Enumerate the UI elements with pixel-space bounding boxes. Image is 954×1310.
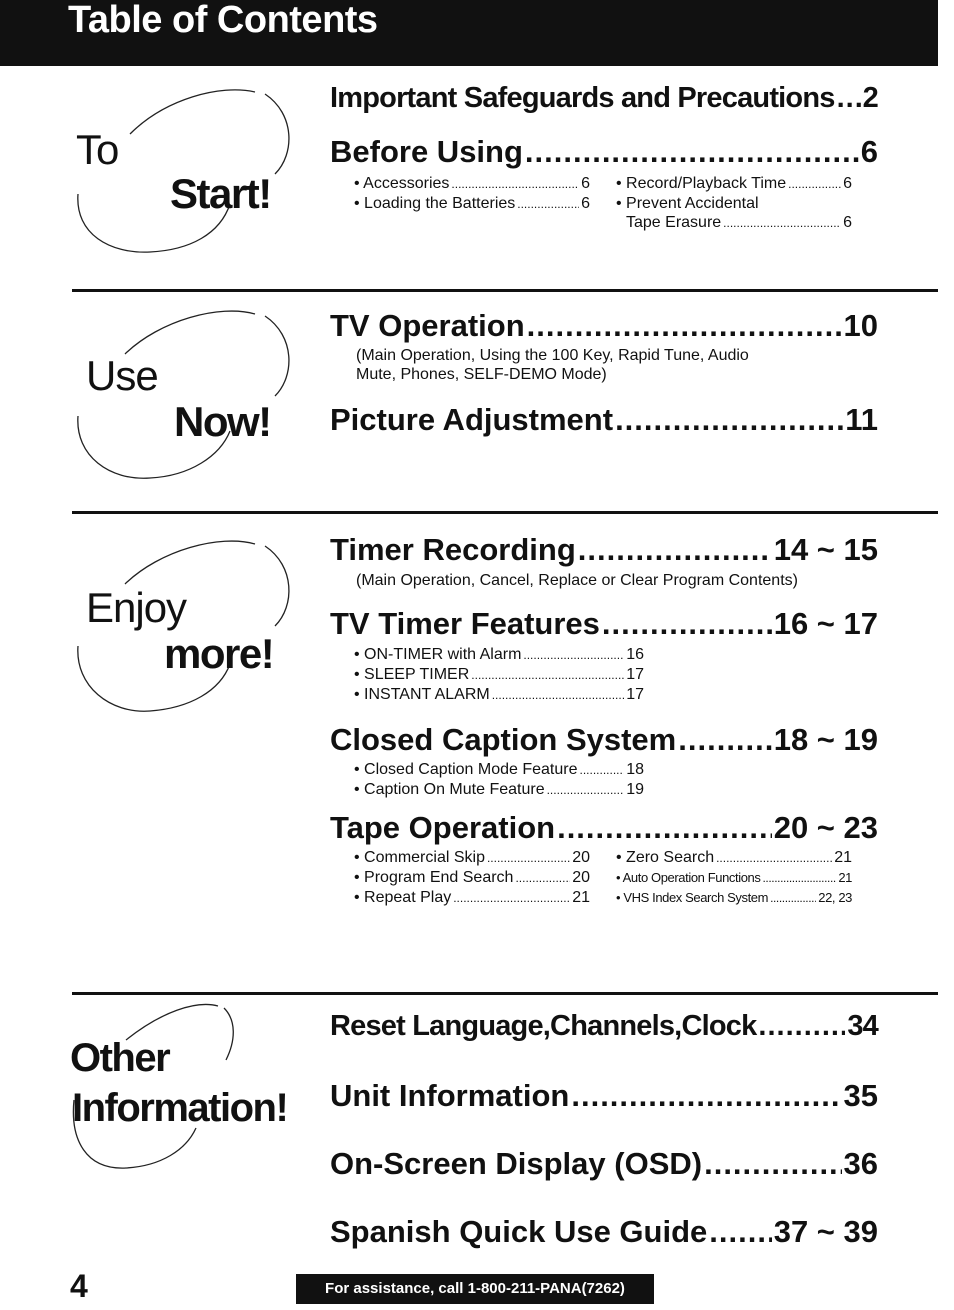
sub-entry[interactable]: • INSTANT ALARM ..... 17 bbox=[354, 685, 644, 705]
toc-entry-tv-operation[interactable] bbox=[330, 308, 878, 344]
toc-entry-tv-timer-features[interactable] bbox=[330, 606, 878, 642]
entry-page: 18 ~ 19 bbox=[773, 722, 878, 757]
entry-page: 6 bbox=[860, 134, 878, 169]
tv-operation-description: (Main Operation, Using the 100 Key, Rapid Tune, Audio Mute, Phones, SELF-DEMO Mode) bbox=[356, 347, 749, 383]
sub-entry[interactable]: • Accessories ..... 6 bbox=[354, 174, 590, 194]
tv-timer-items bbox=[354, 645, 644, 705]
dot-leader bbox=[525, 134, 859, 170]
entry-title: Important Safeguards and Precautions bbox=[330, 82, 835, 114]
entry-page: 11 bbox=[845, 402, 878, 437]
sub-entry[interactable]: • Closed Caption Mode Feature ..... 18 bbox=[354, 760, 644, 780]
dot-leader bbox=[602, 606, 772, 642]
sub-entry[interactable]: • Loading the Batteries ..... 6 bbox=[354, 194, 590, 214]
entry-title: TV Timer Features bbox=[330, 606, 600, 641]
page-number: 4 bbox=[70, 1268, 88, 1304]
sub-entry[interactable]: • Caption On Mute Feature ..... 19 bbox=[354, 780, 644, 800]
entry-page: 37 ~ 39 bbox=[773, 1214, 878, 1249]
dot-leader bbox=[758, 1010, 845, 1043]
entry-title: Unit Information bbox=[330, 1078, 570, 1113]
entry-title: On-Screen Display (OSD) bbox=[330, 1146, 703, 1181]
toc-entry-before-using[interactable] bbox=[330, 134, 878, 170]
badge-to-start bbox=[70, 84, 290, 264]
badge-big-text: Start! bbox=[170, 170, 271, 217]
badge-small-text: Enjoy bbox=[86, 584, 187, 631]
dot-leader bbox=[571, 1078, 841, 1114]
sub-entry[interactable]: Tape Erasure ..... 6 bbox=[616, 213, 852, 233]
entry-title: Tape Operation bbox=[330, 810, 556, 845]
entry-title: Reset Language,Channels,Clock bbox=[330, 1010, 757, 1042]
toc-entry-timer-recording[interactable] bbox=[330, 532, 878, 568]
before-using-col2 bbox=[616, 174, 852, 233]
dot-leader bbox=[578, 532, 772, 568]
sub-entry[interactable]: • Program End Search ..... 20 bbox=[354, 868, 590, 888]
entry-title: TV Operation bbox=[330, 308, 525, 343]
before-using-col1 bbox=[354, 174, 590, 214]
dot-leader bbox=[678, 722, 771, 758]
sub-entry[interactable]: • VHS Index Search System ..... 22, 23 bbox=[616, 888, 852, 908]
entry-page: 10 bbox=[843, 308, 878, 343]
toc-entry-osd[interactable] bbox=[330, 1146, 878, 1182]
entry-page: 16 ~ 17 bbox=[773, 606, 878, 641]
toc-entry-reset-language[interactable] bbox=[330, 1010, 878, 1043]
dot-leader bbox=[704, 1146, 841, 1182]
section-divider bbox=[72, 289, 938, 292]
entry-title: Before Using bbox=[330, 134, 523, 169]
entry-title: Spanish Quick Use Guide bbox=[330, 1214, 708, 1249]
dot-leader bbox=[527, 308, 842, 344]
sub-entry[interactable]: • SLEEP TIMER ..... 17 bbox=[354, 665, 644, 685]
closed-caption-items bbox=[354, 760, 644, 800]
toc-entry-closed-caption[interactable] bbox=[330, 722, 878, 758]
sub-entry[interactable]: • Repeat Play ..... 21 bbox=[354, 888, 590, 908]
dot-leader bbox=[615, 402, 843, 438]
page-title: Table of Contents bbox=[68, 0, 378, 41]
section-divider bbox=[72, 992, 938, 995]
entry-page: 14 ~ 15 bbox=[773, 532, 878, 567]
entry-page: 35 bbox=[843, 1078, 878, 1113]
badge-line2-text: Information! bbox=[72, 1086, 288, 1130]
sub-entry[interactable]: • Commercial Skip ..... 20 bbox=[354, 848, 590, 868]
sub-entry[interactable]: • ON-TIMER with Alarm ..... 16 bbox=[354, 645, 644, 665]
dot-leader bbox=[709, 1214, 771, 1250]
badge-big-text: Now! bbox=[174, 398, 271, 445]
section-divider bbox=[72, 511, 938, 514]
entry-page: 34 bbox=[847, 1010, 878, 1042]
badge-big-text: more! bbox=[164, 630, 274, 677]
tape-operation-col2 bbox=[616, 848, 852, 908]
toc-entry-spanish-guide[interactable] bbox=[330, 1214, 878, 1250]
entry-page: 36 bbox=[843, 1146, 878, 1181]
sub-entry[interactable]: • Record/Playback Time ..... 6 bbox=[616, 174, 852, 194]
toc-entry-unit-information[interactable] bbox=[330, 1078, 878, 1114]
toc-entry-picture-adjustment[interactable] bbox=[330, 402, 878, 438]
toc-entry-safeguards[interactable] bbox=[330, 82, 878, 115]
entry-page: 20 ~ 23 bbox=[773, 810, 878, 845]
badge-line1-text: Other bbox=[70, 1036, 170, 1080]
entry-title: Closed Caption System bbox=[330, 722, 677, 757]
badge-small-text: Use bbox=[86, 352, 158, 399]
sub-entry[interactable]: • Zero Search ..... 21 bbox=[616, 848, 852, 868]
badge-small-text: To bbox=[76, 126, 119, 173]
badge-other-information bbox=[66, 1000, 296, 1180]
sub-entry[interactable]: • Prevent Accidental bbox=[616, 195, 759, 212]
entry-page: 2 bbox=[862, 82, 878, 114]
tape-operation-col1 bbox=[354, 848, 590, 908]
assistance-banner: For assistance, call 1-800-211-PANA(7262) bbox=[296, 1274, 654, 1304]
badge-use-now bbox=[70, 306, 290, 486]
badge-enjoy-more bbox=[70, 536, 290, 716]
toc-entry-tape-operation[interactable] bbox=[330, 810, 878, 846]
sub-entry[interactable]: • Auto Operation Functions ..... 21 bbox=[616, 868, 852, 888]
entry-title: Picture Adjustment bbox=[330, 402, 614, 437]
timer-recording-description: (Main Operation, Cancel, Replace or Clear Program Contents) bbox=[356, 572, 798, 589]
entry-title: Timer Recording bbox=[330, 532, 576, 567]
dot-leader bbox=[837, 82, 861, 115]
dot-leader bbox=[557, 810, 772, 846]
